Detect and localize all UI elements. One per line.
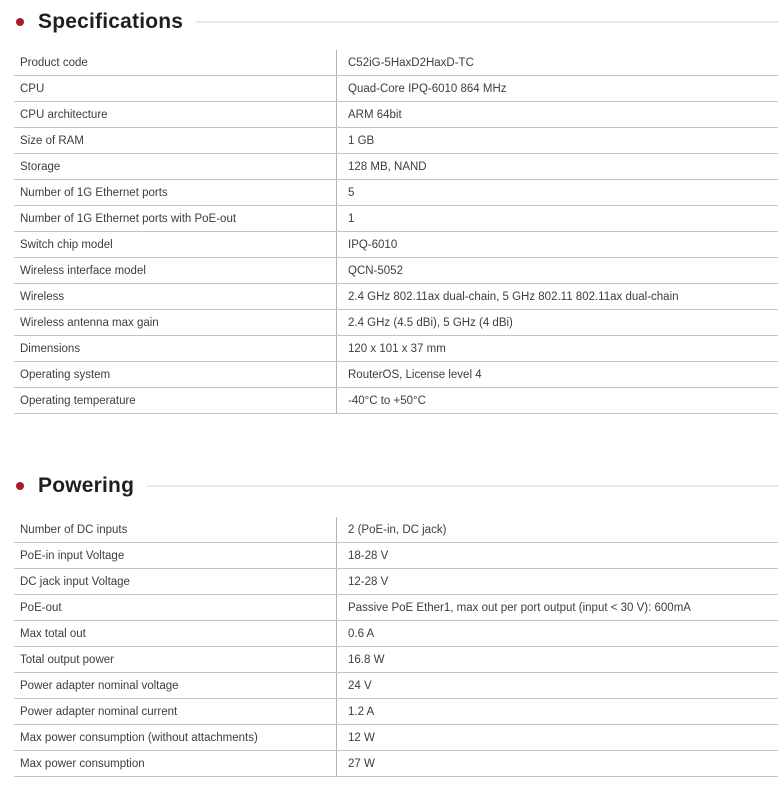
spec-value: IPQ-6010: [348, 238, 398, 251]
table-row: [14, 336, 778, 362]
table-row: [14, 76, 778, 102]
spec-value: 0.6 A: [348, 627, 375, 640]
spec-value: ARM 64bit: [348, 108, 402, 121]
powering-table: [14, 517, 778, 777]
section-bullet-icon: [16, 482, 24, 490]
table-row: [14, 699, 778, 725]
spec-value: 2 (PoE-in, DC jack): [348, 523, 447, 536]
spec-label: PoE-in input Voltage: [14, 543, 337, 568]
table-row: [14, 206, 778, 232]
spec-label: Dimensions: [14, 336, 337, 361]
spec-value: 24 V: [348, 679, 372, 692]
spec-label: CPU architecture: [14, 102, 337, 127]
spec-label: Operating system: [14, 362, 337, 387]
table-row: [14, 284, 778, 310]
spec-label: Wireless antenna max gain: [14, 310, 337, 335]
spec-label: Number of 1G Ethernet ports: [14, 180, 337, 205]
spec-value: 27 W: [348, 757, 375, 770]
spec-value: C52iG-5HaxD2HaxD-TC: [348, 56, 474, 69]
section-header-rule: [147, 485, 778, 487]
section-title-specifications: Specifications: [38, 10, 184, 33]
spec-label: Max total out: [14, 621, 337, 646]
spec-value: 16.8 W: [348, 653, 385, 666]
table-row: [14, 258, 778, 284]
table-row: [14, 673, 778, 699]
powering-header: [16, 470, 778, 502]
spec-value: 5: [348, 186, 355, 199]
spec-value: 2.4 GHz 802.11ax dual-chain, 5 GHz 802.11 802.11ax dual-chain: [348, 290, 679, 303]
specifications-table: [14, 50, 778, 414]
spec-value: 12-28 V: [348, 575, 389, 588]
spec-value: 1.2 A: [348, 705, 375, 718]
spec-label: Size of RAM: [14, 128, 337, 153]
spec-value: 12 W: [348, 731, 375, 744]
table-row: [14, 569, 778, 595]
table-row: [14, 751, 778, 777]
table-row: [14, 50, 778, 76]
table-row: [14, 725, 778, 751]
spec-label: CPU: [14, 76, 337, 101]
table-row: [14, 310, 778, 336]
table-row: [14, 180, 778, 206]
spec-value: -40°C to +50°C: [348, 394, 426, 407]
spec-label: PoE-out: [14, 595, 337, 620]
table-row: [14, 647, 778, 673]
section-header-rule: [196, 21, 778, 23]
table-row: [14, 388, 778, 414]
table-row: [14, 517, 778, 543]
section-title-powering: Powering: [38, 474, 135, 497]
table-row: [14, 621, 778, 647]
table-row: [14, 128, 778, 154]
table-row: [14, 154, 778, 180]
spec-value: 18-28 V: [348, 549, 389, 562]
table-row: [14, 102, 778, 128]
table-row: [14, 232, 778, 258]
spec-value: RouterOS, License level 4: [348, 368, 482, 381]
spec-label: Storage: [14, 154, 337, 179]
table-row: [14, 543, 778, 569]
table-row: [14, 362, 778, 388]
section-bullet-icon: [16, 18, 24, 26]
spec-label: Max power consumption: [14, 751, 337, 776]
spec-label: Switch chip model: [14, 232, 337, 257]
spec-label: DC jack input Voltage: [14, 569, 337, 594]
spec-value: 1 GB: [348, 134, 375, 147]
spec-value: 120 x 101 x 37 mm: [348, 342, 446, 355]
spec-label: Max power consumption (without attachments): [14, 725, 337, 750]
spec-label: Total output power: [14, 647, 337, 672]
spec-label: Wireless: [14, 284, 337, 309]
spec-value: Quad-Core IPQ-6010 864 MHz: [348, 82, 507, 95]
spec-value: 128 MB, NAND: [348, 160, 427, 173]
spec-label: Power adapter nominal current: [14, 699, 337, 724]
spec-label: Number of DC inputs: [14, 517, 337, 542]
spec-label: Power adapter nominal voltage: [14, 673, 337, 698]
spec-value: QCN-5052: [348, 264, 403, 277]
spec-value: 2.4 GHz (4.5 dBi), 5 GHz (4 dBi): [348, 316, 513, 329]
spec-label: Product code: [14, 50, 337, 75]
spec-label: Number of 1G Ethernet ports with PoE-out: [14, 206, 337, 231]
spec-value: 1: [348, 212, 355, 225]
spec-value: Passive PoE Ether1, max out per port output (input < 30 V): 600mA: [348, 601, 691, 614]
specifications-header: [16, 6, 778, 38]
spec-label: Wireless interface model: [14, 258, 337, 283]
spec-label: Operating temperature: [14, 388, 337, 413]
table-row: [14, 595, 778, 621]
